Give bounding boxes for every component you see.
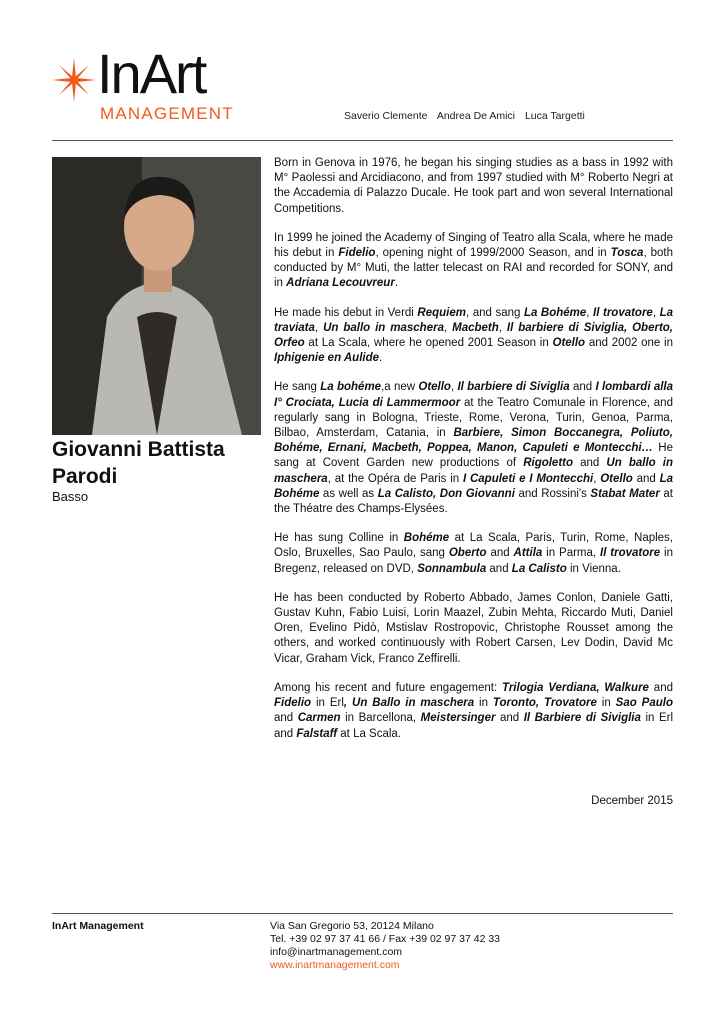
bio-title: I Capuleti e I Montecchi <box>462 472 594 485</box>
bio-title: Il barbiere di Siviglia, Oberto, Orfeo <box>274 321 674 350</box>
bio-title: La Bohéme <box>523 306 587 319</box>
bio-text: , <box>498 321 507 334</box>
bio-text: , <box>450 381 458 394</box>
footer-address: Via San Gregorio 53, 20124 Milano <box>270 920 434 932</box>
document-date: December 2015 <box>591 795 673 807</box>
logo-subtitle: MANAGEMENT <box>100 104 234 123</box>
artist-name-line1: Giovanni Battista <box>52 438 225 461</box>
bio-text: He has sung Colline in <box>274 532 404 545</box>
bio-title: Macbeth <box>452 321 499 334</box>
bio-paragraph <box>274 591 673 667</box>
bio-text: , opening night of 1999/2000 Season, and in <box>375 247 611 260</box>
bio-text: . <box>394 277 399 290</box>
bio-paragraph <box>274 681 673 742</box>
bio-text: and <box>486 547 514 560</box>
bio-text: Among his recent and future engagement: <box>274 681 503 694</box>
bio-text: . <box>379 352 383 365</box>
bio-text: at the Théatre des Champs-Elysées. <box>274 487 673 516</box>
bio-title: La Calisto <box>511 562 567 575</box>
bio-text: and <box>648 681 673 694</box>
bio-text: in Bregenz, released on DVD, <box>274 547 673 575</box>
bio-title: Fidelio <box>338 247 376 260</box>
bio-title: Il trovatore <box>593 306 653 319</box>
bio-text: in Vienna. <box>566 562 621 575</box>
bio-text: as well as <box>319 487 378 500</box>
bio-text: and <box>274 712 298 725</box>
bio-text: , <box>314 321 324 334</box>
logo-word: InArt <box>97 42 206 105</box>
bio-text: in Erl and <box>274 712 673 740</box>
bio-title: La bohéme <box>320 381 382 394</box>
bio-text: in Barcellona, <box>340 712 421 725</box>
bio-paragraph <box>274 231 673 292</box>
bio-text: , at the Opéra de Paris in <box>327 472 463 485</box>
bio-title: I lombardi alla I° Crociata, Lucia di Lammermoor <box>274 381 673 409</box>
inart-logo <box>52 42 247 123</box>
bio-title: Stabat Mater <box>590 487 660 500</box>
bio-text: at La Scala, where he opened 2001 Season in <box>304 337 553 350</box>
bio-text: and Rossini's <box>514 487 591 500</box>
bio-title: Oberto <box>448 547 487 560</box>
bio-title: Requiem <box>417 306 466 319</box>
bio-title: , Un Ballo in maschera <box>343 697 475 710</box>
bio-title: Falstaff <box>296 727 338 740</box>
bio-text: He has been conducted by Roberto Abbado, James Conlon, Daniele Gatti, Gustav Kuhn, Fabio Luisi, Lorin Maazel, Zubin Mehta, Riccardo Muti, Daniel Oren, Evelino Pidò, Mstislav Rostropovic, Christophe Rousset among the others, and worked continuously with Robert Carsen, Lev Dodin, David Mc Vicar, Graham Vick, Franco Zeffirelli. <box>274 591 673 665</box>
bio-text: and <box>569 381 596 394</box>
bio-paragraph <box>274 306 673 367</box>
footer-phone: Tel. +39 02 97 37 41 66 / Fax +39 02 97 37 42 33 <box>270 933 501 945</box>
bio-title: La Bohéme <box>274 472 674 500</box>
bio-text: , <box>443 321 453 334</box>
bio-text: , <box>593 472 601 485</box>
artist-name-line2: Parodi <box>52 465 118 488</box>
agent-names <box>344 110 592 122</box>
bio-text: He sang <box>274 381 321 394</box>
bio-title: Rigoletto <box>523 457 574 470</box>
bio-title: Tosca <box>610 247 644 260</box>
bio-paragraph <box>274 156 673 217</box>
bio-title: Trilogia Verdiana, Walkure <box>502 681 649 694</box>
footer-divider <box>52 913 673 914</box>
bio-text: and <box>573 457 607 470</box>
bio-text: and <box>486 562 512 575</box>
bio-title: Fidelio <box>274 697 312 710</box>
footer-company: InArt Management <box>52 920 144 932</box>
bio-title: Il barbiere di Siviglia <box>457 381 570 394</box>
bio-text: , <box>586 306 594 319</box>
artist-role: Basso <box>52 489 89 504</box>
bio-text: and <box>495 712 524 725</box>
bio-title: Adriana Lecouvreur <box>286 277 395 290</box>
bio-title: Un ballo in maschera <box>274 457 673 485</box>
bio-title: Un ballo in maschera <box>323 321 444 334</box>
bio-title: Carmen <box>297 712 341 725</box>
bio-text: In 1999 he joined the Academy of Singing of Teatro alla Scala, where he made his debut in <box>274 231 673 260</box>
bio-title: Sao Paulo <box>615 697 673 710</box>
bio-text: Born in Genova in 1976, he began his singing studies as a bass in 1992 with M° Paolessi and Arcidiacono, and from 1997 studied with M° Roberto Negri at the Accademia di Palazzo Ducale. He took part and won several International Competitions. <box>274 157 673 215</box>
agent-name: Luca Targetti <box>524 110 585 122</box>
bio-title: Attila <box>513 547 543 560</box>
bio-text: at La Scala, Paris, Turin, Rome, Naples, Oslo, Bruxelles, Sao Paulo, sang <box>274 532 674 560</box>
bio-title: Bohéme <box>403 532 450 545</box>
bio-title: Iphigenie en Aulide <box>274 352 379 365</box>
bio-title: Sonnambula <box>417 562 487 575</box>
bio-text: He made his debut in Verdi <box>274 306 418 319</box>
bio-title: Meistersinger <box>420 712 496 725</box>
bio-title: Toronto, Trovatore <box>492 697 597 710</box>
footer-email[interactable]: info@inartmanagement.com <box>270 946 403 958</box>
star-icon <box>52 56 96 104</box>
bio-text: in <box>596 697 616 710</box>
footer-website-link[interactable]: www.inartmanagement.com <box>270 959 400 971</box>
bio-title: La Calisto, Don Giovanni <box>377 487 515 500</box>
header-divider <box>52 140 673 141</box>
bio-text: in Parma, <box>542 547 600 560</box>
artist-photo <box>52 157 261 435</box>
bio-text: , <box>652 306 660 319</box>
bio-text: in Erl <box>311 697 344 710</box>
bio-text: , both conducted by M° Muti, the latter telecast on RAI and recorded for SONY, and in <box>274 247 673 290</box>
bio-title: Otello <box>600 472 633 485</box>
footer-contact <box>270 920 500 972</box>
bio-text: and 2002 one in <box>585 337 673 350</box>
bio-text: , and sang <box>465 306 524 319</box>
bio-title: Otello <box>418 381 451 394</box>
biography <box>274 156 673 756</box>
bio-text: at the Teatro Comunale in Florence, and regularly sang in Bologna, Trieste, Rome, Verona, Turin, Genoa, Parma, Bilbao, Amsterdam, Catania, in <box>274 396 673 440</box>
bio-text: and <box>632 472 660 485</box>
agent-name: Andrea De Amici <box>436 110 516 122</box>
bio-text: in <box>474 697 493 710</box>
bio-title: La traviata <box>274 306 674 334</box>
bio-title: Il trovatore <box>600 547 661 560</box>
bio-paragraph <box>274 380 673 517</box>
bio-title: Otello <box>552 337 586 350</box>
bio-text: at La Scala. <box>337 727 402 740</box>
bio-title: Il Barbiere di Siviglia <box>523 712 641 725</box>
agent-name: Saverio Clemente <box>344 110 428 122</box>
bio-paragraph <box>274 531 673 577</box>
bio-text: He sang at Covent Garden new productions of <box>274 442 673 470</box>
bio-title: Barbiere, Simon Boccanegra, Poliuto, Bohéme, Ernani, Macbeth, Poppea, Manon, Capuleti e Montecchi… <box>274 427 673 455</box>
artist-name <box>52 436 261 490</box>
bio-text: ,a new <box>381 381 419 394</box>
